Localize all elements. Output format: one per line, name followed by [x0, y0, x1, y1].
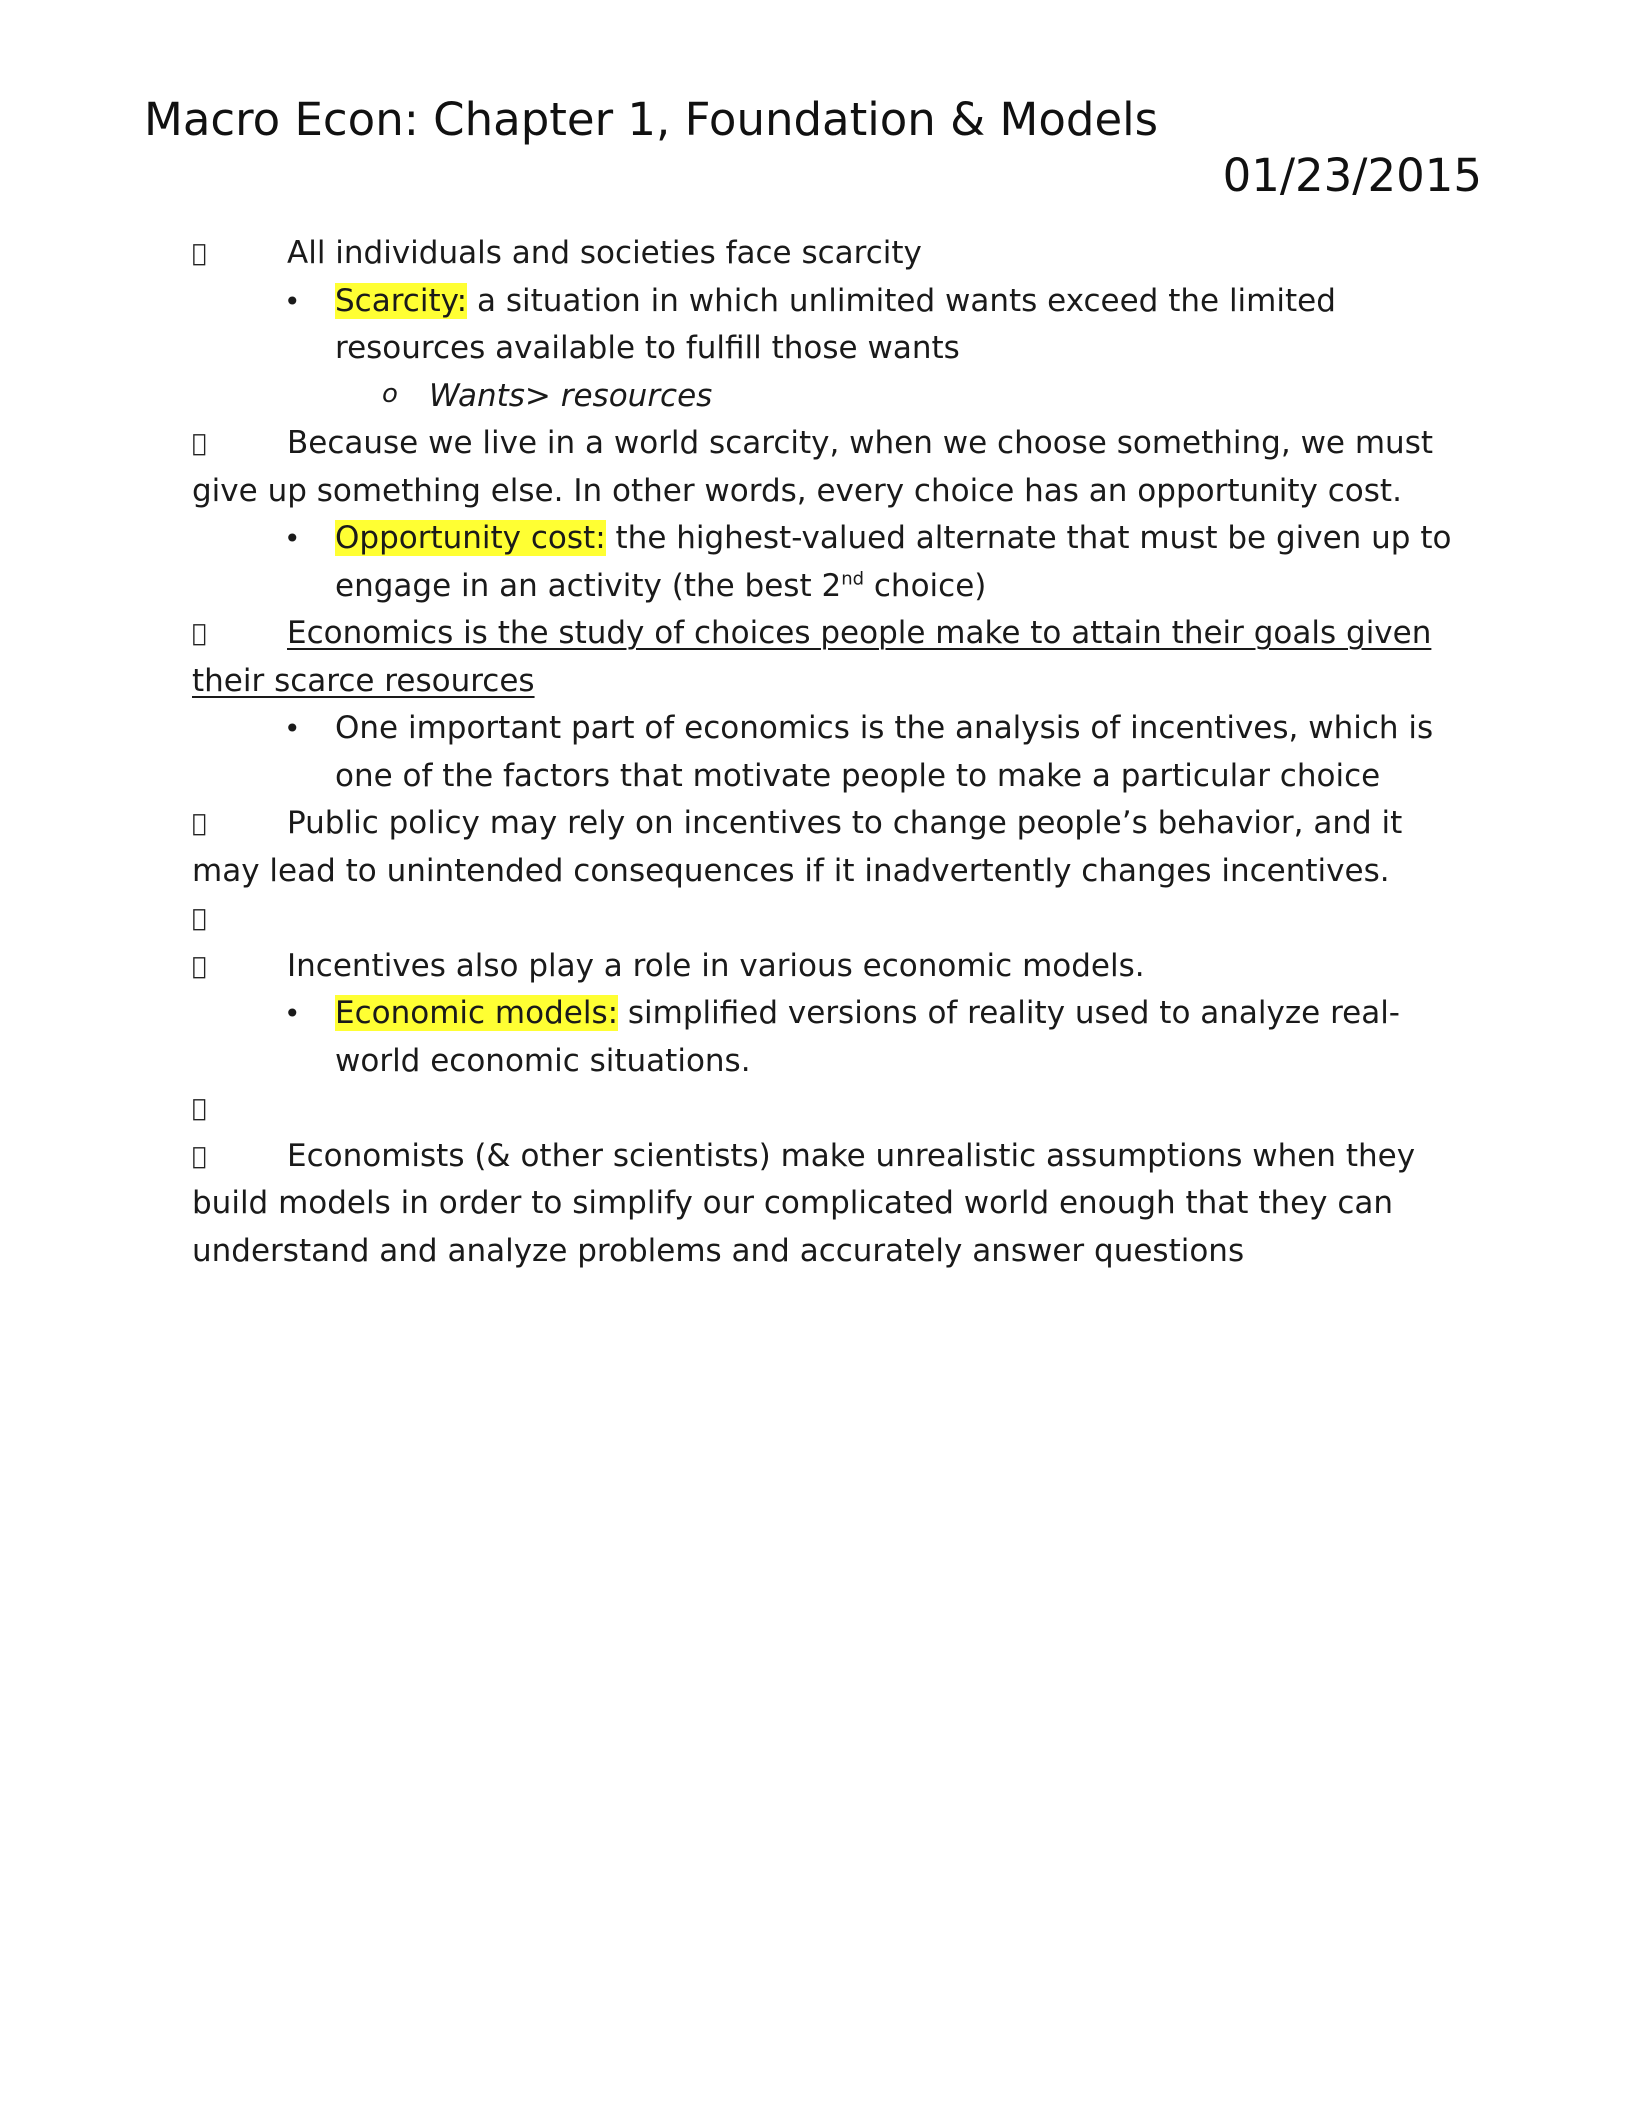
note-text: Public policy may rely on incentives to change people’s behavior, and it may lead to unintended consequences if it inadvertently changes incentives. — [192, 805, 1403, 889]
highlighted-term: Opportunity cost: — [335, 520, 606, 556]
sub-list-item — [192, 373, 1452, 421]
definition-text: the highest-valued alternate that must be given up to engage in an activity (the best 2 — [335, 520, 1452, 604]
note-text: Economists (& other scientists) make unrealistic assumptions when they build models in order to simplify our complicated world enough that they can understand and analyze problems and accurately answer questions — [192, 1137, 1416, 1269]
definition-text: a situation in which unlimited wants exceed the limited resources available to fulfill those wants — [335, 282, 1336, 366]
bullet-dot-icon: • — [284, 522, 301, 555]
bullet-icon — [192, 895, 287, 943]
bullet-icon — [192, 230, 287, 278]
note-paragraph — [192, 230, 1452, 278]
bullet-dot-icon: • — [284, 712, 301, 745]
definition-tail: choice) — [864, 567, 987, 604]
note-paragraph — [192, 943, 1452, 991]
list-item-text: One important part of economics is the analysis of incentives, which is one of the factors that motivate people to make a particular choice — [335, 710, 1434, 794]
sub-item-text: Wants> resources — [429, 377, 713, 414]
document-date: 01/23/2015 — [1222, 149, 1482, 202]
list-item — [192, 278, 1452, 373]
note-paragraph — [192, 1133, 1452, 1276]
bullet-dot-icon: • — [284, 284, 301, 318]
bullet-icon — [192, 943, 287, 991]
bullet-icon — [192, 1133, 287, 1181]
list-item — [192, 705, 1452, 800]
bullet-icon — [192, 610, 287, 658]
note-text: Because we live in a world scarcity, when we choose something, we must give up something else. In other words, every choice has an opportunity cost. — [192, 425, 1434, 509]
underlined-text: Economics is the study of choices people make to attain their goals given their scarce resources — [192, 615, 1432, 699]
list-item — [192, 515, 1452, 610]
superscript: nd — [841, 568, 865, 590]
notes-body — [192, 230, 1452, 1275]
note-paragraph — [192, 420, 1452, 515]
sub-bullet-icon: o — [382, 378, 398, 409]
note-paragraph — [192, 800, 1452, 895]
note-text: All individuals and societies face scarcity — [287, 235, 922, 271]
list-item — [192, 990, 1452, 1085]
bullet-icon — [192, 1085, 287, 1133]
note-text: Incentives also play a role in various economic models. — [287, 947, 1145, 984]
bullet-icon — [192, 420, 287, 468]
bullet-dot-icon: • — [284, 997, 301, 1030]
note-paragraph — [192, 610, 1452, 705]
empty-paragraph — [192, 895, 1452, 943]
definition-text: simplified versions of reality used to analyze real-world economic situations. — [335, 995, 1400, 1079]
highlighted-term: Scarcity: — [335, 282, 468, 319]
empty-paragraph — [192, 1085, 1452, 1133]
page-title: Macro Econ: Chapter 1, Foundation & Models — [144, 93, 1159, 146]
highlighted-term: Economic models: — [335, 995, 619, 1031]
bullet-icon — [192, 800, 287, 848]
